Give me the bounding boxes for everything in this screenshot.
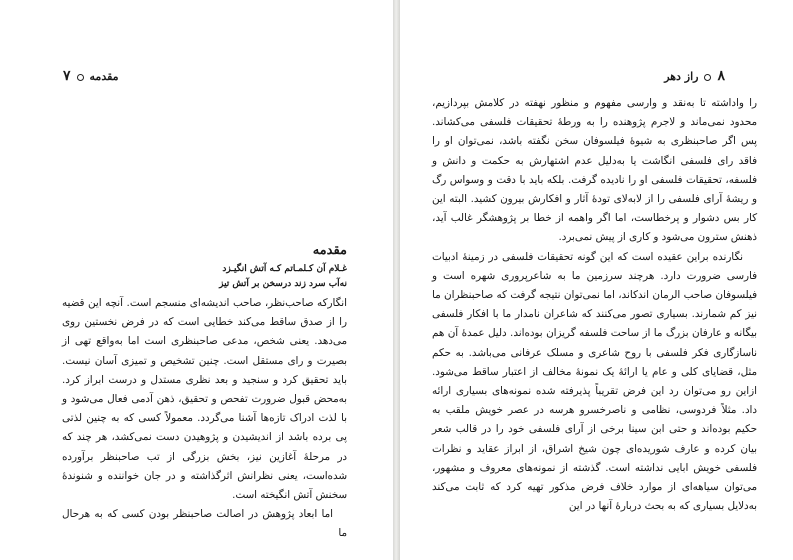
left-page: [0, 0, 393, 560]
right-page-number: ۸: [717, 68, 725, 84]
right-page: [400, 0, 793, 560]
chapter-title: مقدمه: [312, 243, 347, 258]
epigraph-line-2: نه‌آب سرد زند درسخن بر آتش تیز: [219, 279, 347, 289]
circle-ornament-icon: [77, 74, 84, 81]
right-page-header: [664, 68, 725, 84]
left-page-body: [62, 294, 347, 544]
paragraph: نگارنده براین عقیده است که این گونه تحقیقات فلسفی در زمینهٔ ادبیات فارسی ضرورت دارد. هرچند سرزمین ما به شاعرپروری شهره است و فیلسوفان صاحب الرمان اندکاند، اما نمی‌توان نتیجه گرفت که صاحبنظران ما نیز کم شمارند. بسیاری تصور می‌کنند که شاعران نامدار ما با افکار فلسفی بیگانه و عارفان بزرگ ما از ساحت فلسفه گریزان بوده‌اند. دلیل عمدهٔ آن هم ناسازگاری فکر فلسفی با روح شاعری و مسلک عرفانی می‌باشد. به حکم مثل، قضایای کلی و عام یا ارائهٔ یک نمونهٔ مخالف از اعتبار ساقط می‌شود. ازاین رو می‌توان رد این فرض تقریباً پذیرفته شده نمونه‌های بسیاری ارائه داد. مثلاً فردوسی، نظامی و ناصرخسرو هرسه در عصر خویش ملقب به حکیم بوده‌اند و حتی ابن سینا برخی از آرای فلسفی خود را در قالب شعر بیان کرده و عارف شوریده‌ای چون شیخ اشراق، از ابراز عقاید و نظرات فلسفی خویش ابایی نداشته است. گذشته از نمونه‌های معروف و مشهور، می‌توان سیاهه‌ای از موارد خلاف فرض مذکور تهیه کرد که ثابت می‌کند به‌دلایل بسیاری که به بحث دربارهٔ آنها در این: [432, 250, 757, 513]
right-running-head: راز دهر: [664, 70, 699, 83]
left-page-header: [63, 68, 119, 84]
paragraph: اما ابعاد پژوهش در اصالت صاحبنظر بودن کسی که به هرحال ما: [62, 508, 347, 540]
left-page-number: ۷: [63, 68, 71, 84]
right-page-body: [432, 94, 757, 516]
book-gutter: [393, 0, 400, 560]
paragraph: را واداشته تا به‌نقد و وارسی مفهوم و منظور نهفته در کلامش بپردازیم، محدود نمی‌ماند و لاجرم پژوهنده را به ورطهٔ تحقیقات فلسفی می‌کشاند. پس اگر صاحبنظری به شیوهٔ فیلسوفان سخن نگفته باشد، نمی‌توان او را فاقد رای فلسفی انگاشت یا به‌دلیل عدم اشتهارش به حکمت و دانش و فلسفه، تحقیقات فلسفی او را نادیده گرفت. بلکه باید با دقت و وسواس رگ و ریشهٔ آرای فلسفی را از لابه‌لای تودهٔ آثار و افکارش بیرون کشید. البته این کار بس دشوار و پرخطاست، اما اگر واهمه از خطا بر پژوهشگر غالب آید، ذهنش سترون می‌شود و کاری از پیش نمی‌برد.: [432, 97, 757, 244]
left-running-head: مقدمه: [89, 70, 119, 83]
circle-ornament-icon: [704, 74, 711, 81]
paragraph: انگارکه صاحب‌نظر، صاحب اندیشه‌ای منسجم است. آنچه این قضیه را از صدق ساقط می‌کند خطایی است که در فرض نخستین روی می‌دهد. یعنی شخص، مدعی صاحبنظری است اما به‌واقع تهی از بصیرت و رای مستقل است. چنین تشخیص و تمیزی آسان نیست. باید تحقیق کرد و سنجید و بعد نظری مستدل و درست ابراز کرد. به‌محض قبول ضرورت تفحص و تحقیق، ذهن آدمی فعال می‌شود و با لذت ادراک تازه‌ها آشنا می‌گردد. معمولاً کسی که به چنین لذتی پی برده باشد از اندیشیدن و پژوهیدن دست نمی‌کشد، هر چند که در مرحلهٔ آغازین نیز، بخش بزرگی از تب صاحبنظر برآورده شده‌است، یعنی نظرانش اثرگذاشته و در جان خواننده و شنوندهٔ سخنش آتش انگیخته است.: [62, 297, 347, 502]
epigraph-line-1: غـلام آن کـلمـاتم کـه آتش انگیـزد: [222, 264, 347, 274]
